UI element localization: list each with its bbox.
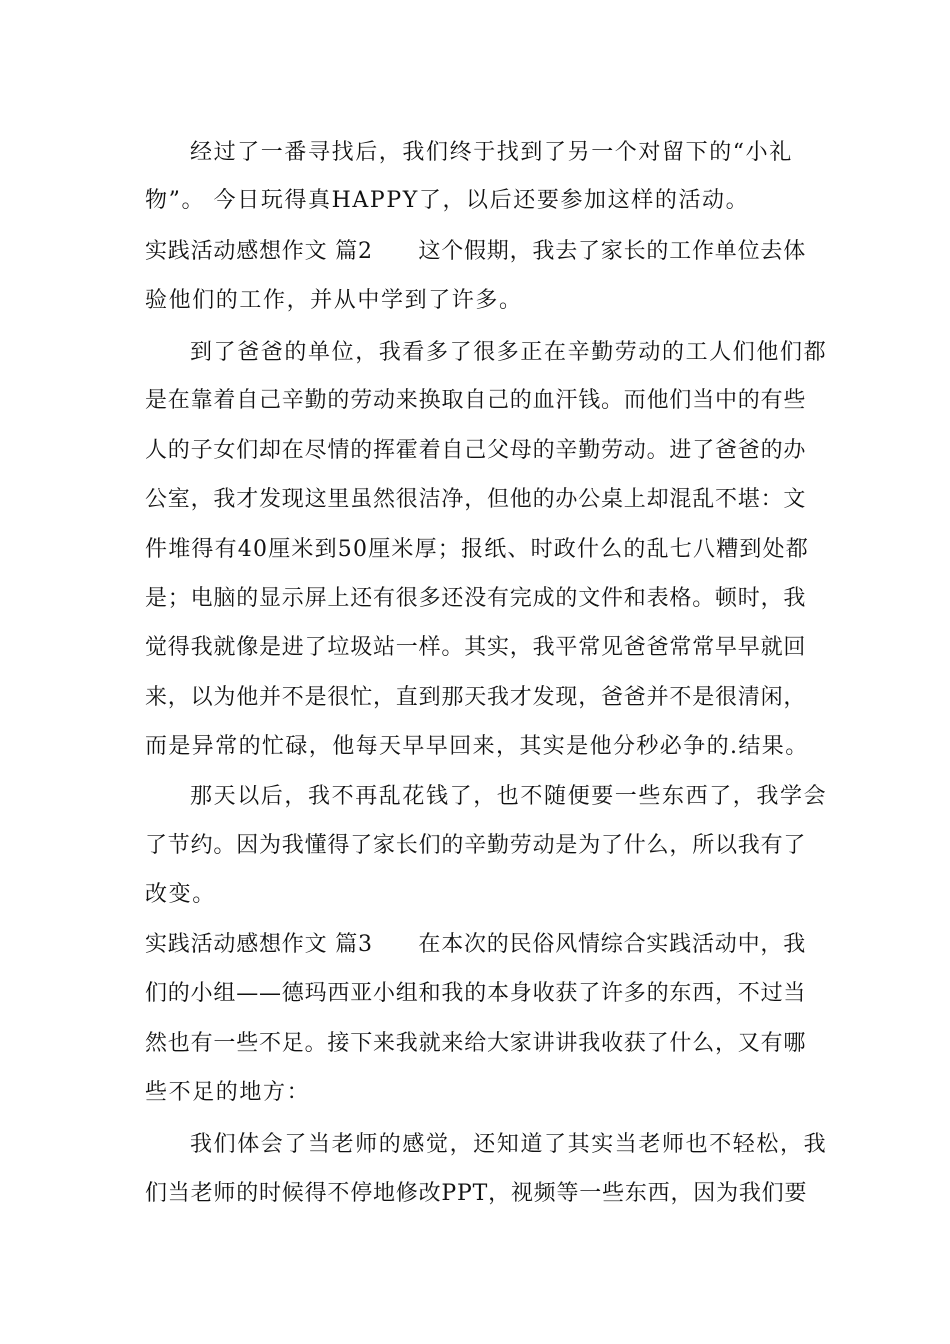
text-line: 人的子女们却在尽情的挥霍着自己父母的辛勤劳动。进了爸爸的办 (145, 438, 807, 463)
text-line: 件堆得有40厘米到50厘米厚；报纸、时政什么的乱七八糟到处都 (145, 537, 809, 562)
text-line: 到了爸爸的单位，我看多了很多正在辛勤劳动的工人们他们都 (190, 340, 828, 365)
text-line: 觉得我就像是进了垃圾站一样。其实，我平常见爸爸常常早早就回 (145, 635, 807, 660)
text-line: 改变。 (145, 882, 216, 907)
text-line: 了节约。因为我懂得了家长们的辛勤劳动是为了什么，所以我有了 (145, 833, 807, 858)
section-heading-line: 实践活动感想作文 篇3 在本次的民俗风情综合实践活动中，我 (145, 932, 806, 957)
text-line: 些不足的地方： (145, 1080, 311, 1105)
text-line: 然也有一些不足。接下来我就来给大家讲讲我收获了什么，又有哪 (145, 1031, 807, 1056)
text-line: 公室，我才发现这里虽然很洁净，但他的办公桌上却混乱不堪：文 (145, 487, 807, 512)
text-line: 是在靠着自己辛勤的劳动来换取自己的血汗钱。而他们当中的有些 (145, 388, 807, 413)
section-heading-line: 实践活动感想作文 篇2 这个假期，我去了家长的工作单位去体 (145, 239, 806, 264)
text-line: 物”。 今日玩得真HAPPY了，以后还要参加这样的活动。 (145, 188, 750, 213)
text-line: 验他们的工作，并从中学到了许多。 (145, 288, 523, 313)
text-line: 我们体会了当老师的感觉，还知道了其实当老师也不轻松，我 (190, 1132, 828, 1157)
text-line: 而是异常的忙碌，他每天早早回来，其实是他分秒必争的.结果。 (145, 734, 809, 759)
text-line: 们当老师的时候得不停地修改PPT，视频等一些东西，因为我们要 (145, 1181, 808, 1206)
text-line: 那天以后，我不再乱花钱了，也不随便要一些东西了，我学会 (190, 784, 828, 809)
text-line: 来，以为他并不是很忙，直到那天我才发现，爸爸并不是很清闲， (145, 685, 807, 710)
text-line: 们的小组——德玛西亚小组和我的本身收获了许多的东西，不过当 (145, 981, 807, 1006)
text-line: 经过了一番寻找后，我们终于找到了另一个对留下的“小礼 (190, 140, 793, 165)
text-line: 是；电脑的显示屏上还有很多还没有完成的文件和表格。顿时，我 (145, 586, 807, 611)
